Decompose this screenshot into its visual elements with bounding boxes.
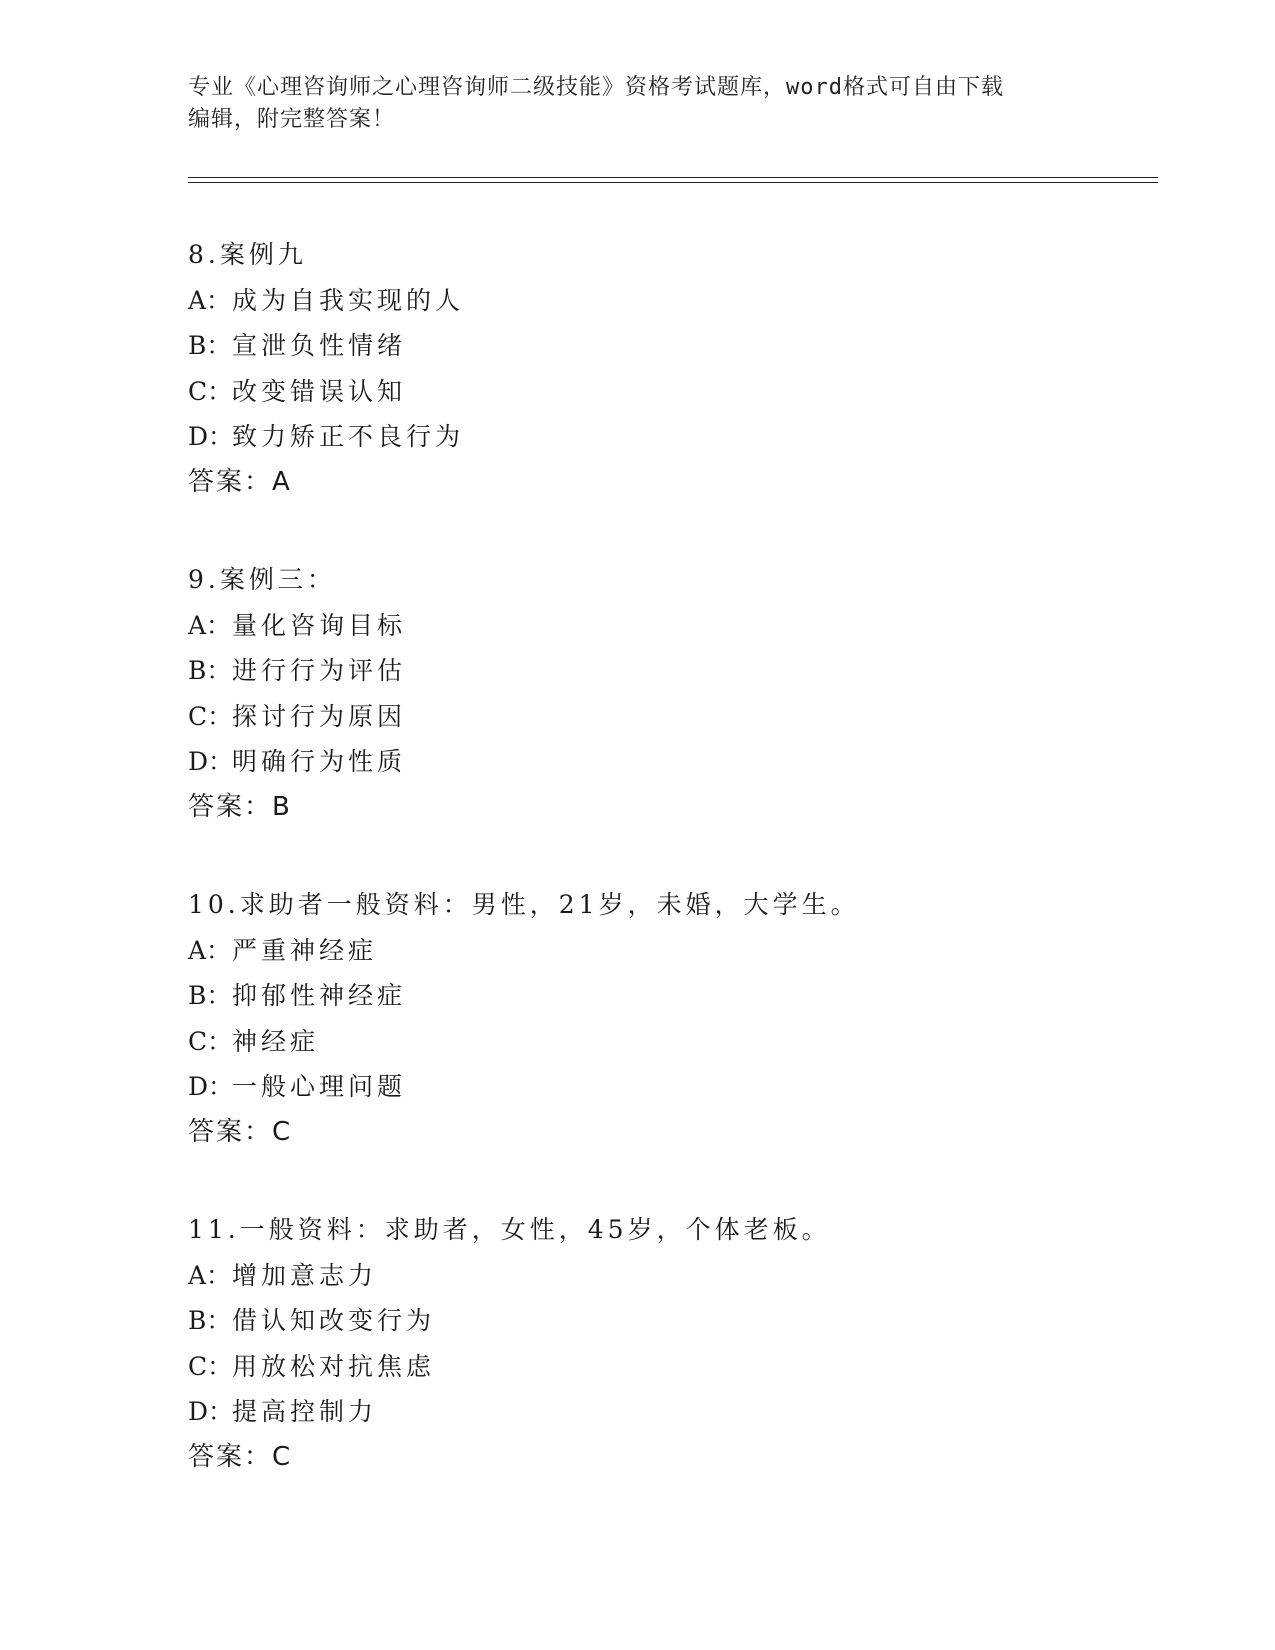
- option-c: [188, 1344, 1138, 1390]
- option-label: C：: [188, 1026, 233, 1056]
- option-c: [188, 1019, 1138, 1065]
- option-text: 致力矫正不良行为: [232, 422, 465, 451]
- option-text: 增加意志力: [232, 1260, 378, 1290]
- option-label: D：: [188, 747, 234, 776]
- question-10: [188, 882, 1138, 1155]
- header-line-2: 编辑，附完整答案！: [188, 107, 396, 132]
- option-label: D：: [188, 422, 234, 451]
- question-11: [188, 1207, 1138, 1480]
- option-label: A：: [188, 1260, 232, 1290]
- option-text: 成为自我实现的人: [232, 285, 465, 315]
- question-stem: 11.一般资料：求助者，女性，45岁，个体老板。: [188, 1215, 831, 1244]
- option-text: 用放松对抗焦虑: [232, 1351, 436, 1381]
- option-text: 量化咨询目标: [232, 610, 407, 640]
- answer-line: 答案：B: [188, 791, 292, 822]
- option-text: 改变错误认知: [232, 376, 407, 406]
- question-stem: 10.求助者一般资料：男性，21岁，未婚，大学生。: [188, 890, 860, 919]
- option-d: [188, 1389, 1138, 1435]
- option-label: C：: [188, 701, 233, 731]
- option-label: D：: [188, 1397, 234, 1426]
- option-b: [188, 973, 1138, 1019]
- option-label: B：: [188, 656, 232, 685]
- option-label: B：: [188, 331, 232, 360]
- option-a: [188, 928, 1138, 974]
- option-label: C：: [188, 1351, 233, 1381]
- option-label: A：: [188, 610, 232, 640]
- option-text: 神经症: [232, 1026, 320, 1056]
- answer-line: 答案：C: [188, 1116, 293, 1147]
- option-text: 宣泄负性情绪: [232, 331, 407, 360]
- document-header: [188, 72, 1088, 136]
- option-d: [188, 739, 1138, 785]
- option-text: 严重神经症: [232, 935, 378, 965]
- option-b: [188, 323, 1138, 369]
- option-text: 借认知改变行为: [232, 1306, 436, 1335]
- header-line-1: 专业《心理咨询师之心理咨询师二级技能》资格考试题库，word格式可自由下载: [188, 75, 1004, 100]
- option-label: D：: [188, 1072, 234, 1101]
- option-text: 进行行为评估: [232, 656, 407, 685]
- option-a: [188, 603, 1138, 649]
- option-label: B：: [188, 1306, 232, 1335]
- option-text: 探讨行为原因: [232, 701, 407, 731]
- question-8: [188, 232, 1138, 505]
- option-text: 一般心理问题: [232, 1072, 407, 1101]
- option-a: [188, 278, 1138, 324]
- option-label: A：: [188, 285, 232, 315]
- option-d: [188, 414, 1138, 460]
- option-text: 抑郁性神经症: [232, 981, 407, 1010]
- question-list: [188, 232, 1138, 1532]
- option-b: [188, 1298, 1138, 1344]
- option-c: [188, 694, 1138, 740]
- option-text: 提高控制力: [232, 1397, 378, 1426]
- option-label: A：: [188, 935, 232, 965]
- answer-line: 答案：A: [188, 466, 292, 497]
- option-a: [188, 1253, 1138, 1299]
- option-c: [188, 369, 1138, 415]
- header-divider-bottom: [188, 182, 1158, 183]
- header-divider-top: [188, 177, 1158, 178]
- option-text: 明确行为性质: [232, 747, 407, 776]
- question-9: [188, 557, 1138, 830]
- option-b: [188, 648, 1138, 694]
- option-label: C：: [188, 376, 233, 406]
- question-stem: 8.案例九: [188, 240, 307, 269]
- option-label: B：: [188, 981, 232, 1010]
- question-stem: 9.案例三：: [188, 565, 336, 594]
- option-d: [188, 1064, 1138, 1110]
- answer-line: 答案：C: [188, 1441, 293, 1472]
